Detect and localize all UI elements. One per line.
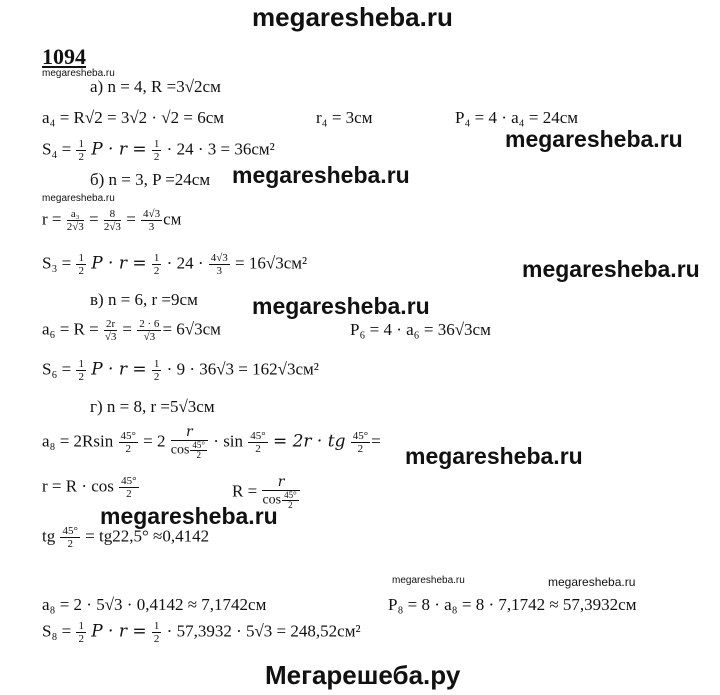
p8-line: P₈ = 8 · a₈ = 8 · 7,1742 ≈ 57,3932см: [388, 595, 637, 614]
part-v-header: в) n = 6, r =9см: [90, 290, 198, 309]
fraction: $\frac{1}{2}$: [78, 138, 84, 163]
fraction: $\frac{1}{2}$: [78, 252, 84, 277]
watermark-small: megaresheba.ru: [42, 193, 115, 204]
watermark-small: megaresheba.ru: [42, 68, 115, 79]
fraction: $\frac{1}{2}$: [153, 252, 160, 277]
fraction: $\frac{\text{a₃}}{2√3}$: [66, 208, 84, 233]
s4-line: S₄ = $\frac{1}{2}$ P · r = $\frac{1}{2}$ · 24 · 3 = 36см²: [42, 138, 275, 163]
fraction: $\frac{1}{2}$: [153, 358, 160, 383]
s8-line: S₈ = $\frac{1}{2}$ P · r = $\frac{1}{2}$ · 57,3932 · 5√3 = 248,52см²: [42, 620, 361, 645]
s6-line: S₆ = $\frac{1}{2}$ P · r = $\frac{1}{2}$ · 9 · 36√3 = 162√3см²: [42, 358, 319, 383]
r4-line: r₄ = 3см: [316, 108, 373, 127]
fraction: $\frac{45^\circ}{2}$: [250, 430, 266, 455]
r3-line: r = $\frac{\text{a₃}}{2√3}$ = $\frac{8}{2√3}$ = $\frac{4√3}{3}$ см: [42, 208, 182, 233]
a8-num-line: a₈ = 2 · 5√3 · 0,4142 ≈ 7,1742см: [42, 595, 267, 614]
R-line: R = r cos $\frac{45^\circ}{2}$: [232, 475, 301, 510]
watermark-mid: megaresheba.ru: [100, 503, 278, 529]
fraction: r cos $\frac{45^\circ}{2}$: [262, 475, 299, 510]
fraction: $\frac{45^\circ}{2}$: [352, 430, 369, 455]
fraction: $\frac{45^\circ}{2}$: [62, 525, 78, 550]
part-b-header: б) n = 3, P =24см: [90, 170, 211, 189]
fraction: r cos $\frac{45^\circ}{2}$: [171, 425, 208, 460]
part-a-header: а) n = 4, R =3√2см: [90, 77, 221, 96]
p6-line: P₆ = 4 · a₆ = 36√3см: [350, 320, 491, 339]
watermark-top: megaresheba.ru: [252, 2, 453, 32]
r8-line: r = R · cos $\frac{45^\circ}{2}$: [42, 475, 137, 500]
fraction: $\frac{1}{2}$: [78, 358, 84, 383]
footer-watermark: Мегарешеба.ру: [265, 660, 461, 690]
fraction: $\frac{4√3}{3}$: [143, 208, 161, 233]
watermark-mid: megaresheba.ru: [252, 293, 430, 319]
problem-number: 1094: [42, 44, 86, 69]
watermark-mid: megaresheba.ru: [405, 443, 583, 469]
part-g-header: г) n = 8, r =5√3см: [90, 397, 215, 416]
watermark-mid: megaresheba.ru: [522, 256, 700, 282]
fraction: $\frac{4√3}{3}$: [210, 252, 228, 277]
fraction: $\frac{1}{2}$: [153, 138, 160, 163]
tg-line: tg $\frac{45^\circ}{2}$ = tg22,5° ≈0,4142: [42, 525, 210, 550]
p4-line: P₄ = 4 · a₄ = 24см: [455, 108, 578, 127]
watermark-mid: megaresheba.ru: [232, 162, 410, 188]
s3-line: S₃ = $\frac{1}{2}$ P · r = $\frac{1}{2}$ · 24 · $\frac{4√3}{3}$ = 16√3см²: [42, 252, 308, 277]
watermark-small: megaresheba.ru: [548, 575, 636, 589]
fraction: $\frac{8}{2√3}$: [103, 208, 121, 233]
fraction: $\frac{1}{2}$: [78, 620, 84, 645]
fraction: $\frac{45^\circ}{2}$: [121, 475, 137, 500]
fraction: $\frac{2r}{√3}$: [104, 318, 117, 343]
watermark-mid: megaresheba.ru: [505, 126, 683, 152]
fraction: $\frac{45^\circ}{2}$: [120, 430, 136, 455]
a4-line: a₄ = R√2 = 3√2 · √2 = 6см: [42, 108, 225, 127]
fraction: $\frac{2 \cdot 6}{√3}$: [139, 318, 160, 343]
fraction: $\frac{1}{2}$: [153, 620, 160, 645]
a6-line: a₆ = R = $\frac{2r}{√3}$ = $\frac{2 \cdot 6}{√3}$ = 6√3см: [42, 318, 221, 343]
watermark-small: megaresheba.ru: [392, 575, 465, 586]
a8-line: a₈ = 2Rsin $\frac{45^\circ}{2}$ = 2 r cos $\frac{45^\circ}{2}$ · sin $\frac{45^\circ}{2}$ = 2r · tg $\frac{45^\circ}{2}$ =: [42, 424, 381, 460]
